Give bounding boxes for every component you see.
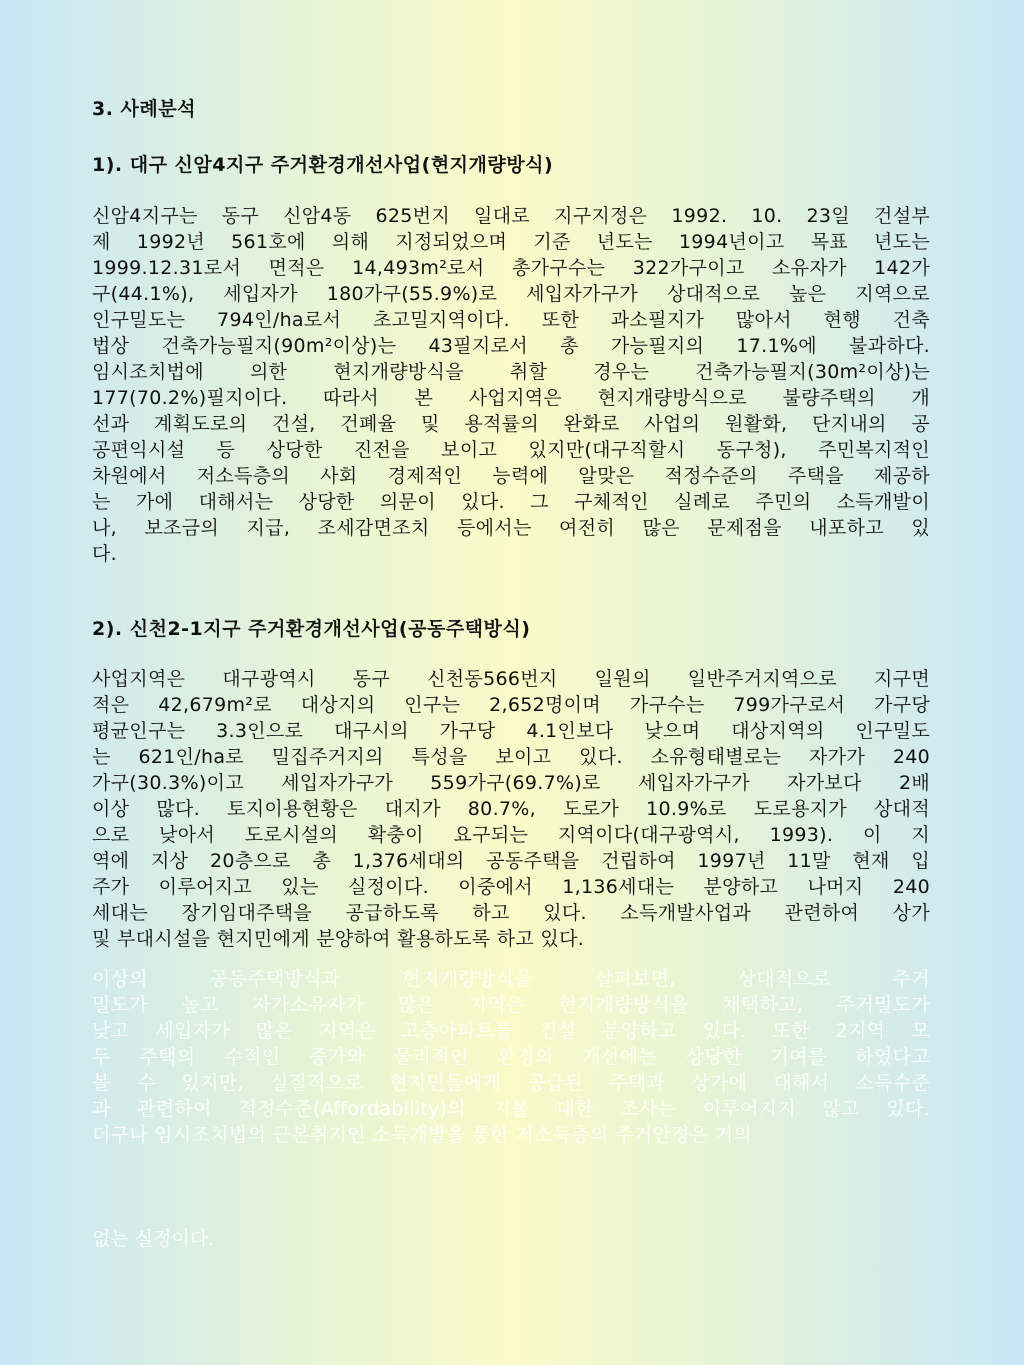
summary-paragraph <box>92 966 930 1148</box>
text-line: 이상의 공동주택방식과 현지개량방식을 살펴보면, 상대적으로 주거 <box>92 968 930 990</box>
text-line: 사업지역은 대구광역시 동구 신천동566번지 일원의 일반주거지역으로 지구면 <box>92 668 930 690</box>
case2-title: 2). 신천2-1지구 주거환경개선사업(공동주택방식) <box>92 618 531 640</box>
case1-paragraph <box>92 203 930 567</box>
text-line: 주가 이루어지고 있는 실정이다. 이중에서 1,136세대는 분양하고 나머지 240 <box>92 876 930 898</box>
text-line: 선과 계획도로의 건설, 건폐율 및 용적률의 완화로 사업의 원활화, 단지내의 공 <box>92 413 930 435</box>
text-line: 1999.12.31로서 면적은 14,493m²로서 총가구수는 322가구이고 소유자가 142가 <box>92 257 930 279</box>
text-line: 볼 수 있지만, 실질적으로 현지민들에게 공급된 주택과 상가에 대해서 소득수준 <box>92 1072 930 1094</box>
text-line: 다. <box>92 543 117 565</box>
text-line: 역에 지상 20층으로 총 1,376세대의 공동주택을 건립하여 1997년 11말 현재 입 <box>92 850 930 872</box>
text-line: 신암4지구는 동구 신암4동 625번지 일대로 지구지정은 1992. 10. 23일 건설부 <box>92 205 930 227</box>
text-line: 더구나 임시조치법의 근본취지인 소득개발을 통한 저소득층의 주거안정은 거의 <box>92 1124 752 1146</box>
text-line: 는 가에 대해서는 상당한 의문이 있다. 그 구체적인 실례로 주민의 소득개발이 <box>92 491 930 513</box>
text-line: 밀도가 높고 자가소유자가 많은 지역은 현지개량방식을 채택하고, 주거밀도가 <box>92 994 930 1016</box>
text-line: 으로 낮아서 도로시설의 확충이 요구되는 지역이다(대구광역시, 1993). 이 지 <box>92 824 930 846</box>
text-line: 공편익시설 등 상당한 진전을 보이고 있지만(대구직할시 동구청), 주민복지적인 <box>92 439 930 461</box>
text-line: 및 부대시설을 현지민에게 분양하여 활용하도록 하고 있다. <box>92 928 585 950</box>
text-line: 세대는 장기임대주택을 공급하도록 하고 있다. 소득개발사업과 관련하여 상가 <box>92 902 930 924</box>
text-line: 이상 많다. 토지이용현황은 대지가 80.7%, 도로가 10.9%로 도로용지가 상대적 <box>92 798 930 820</box>
text-line: 과 관련하여 적정수준(Affordability)의 지불 대한 조사는 이루어지지 않고 있다. <box>92 1098 930 1120</box>
text-line: 가구(30.3%)이고 세입자가구가 559가구(69.7%)로 세입자가구가 자가보다 2배 <box>92 772 930 794</box>
text-line: 제 1992년 561호에 의해 지정되었으며 기준 년도는 1994년이고 목표 년도는 <box>92 231 930 253</box>
section-title: 3. 사례분석 <box>92 98 196 120</box>
text-line: 임시조치법에 의한 현지개량방식을 취할 경우는 건축가능필지(30m²이상)는 <box>92 361 930 383</box>
text-line: 는 621인/ha로 밀집주거지의 특성을 보이고 있다. 소유형태별로는 자가가 240 <box>92 746 930 768</box>
text-line: 두 주택의 수적인 증가와 물리적인 환경의 개선에는 상당한 기여를 하였다고 <box>92 1046 930 1068</box>
text-line: 낮고 세입자가 많은 지역은 고층아파트를 건설 분양하고 있다. 또한 2지역 모 <box>92 1020 930 1042</box>
text-line: 인구밀도는 794인/ha로서 초고밀지역이다. 또한 과소필지가 많아서 현행 건축 <box>92 309 930 331</box>
text-line: 나, 보조금의 지급, 조세감면조치 등에서는 여전히 많은 문제점을 내포하고 있 <box>92 517 930 539</box>
case2-paragraph <box>92 666 930 952</box>
summary-tail: 없는 실정이다. <box>92 1228 215 1250</box>
text-line: 평균인구는 3.3인으로 대구시의 가구당 4.1인보다 낮으며 대상지역의 인구밀도 <box>92 720 930 742</box>
text-line: 차원에서 저소득층의 사회 경제적인 능력에 알맞은 적정수준의 주택을 제공하 <box>92 465 930 487</box>
text-line: 177(70.2%)필지이다. 따라서 본 사업지역은 현지개량방식으로 불량주택의 개 <box>92 387 930 409</box>
text-line: 구(44.1%), 세입자가 180가구(55.9%)로 세입자가구가 상대적으로 높은 지역으로 <box>92 283 930 305</box>
text-line: 적은 42,679m²로 대상지의 인구는 2,652명이며 가구수는 799가구로서 가구당 <box>92 694 930 716</box>
case1-title: 1). 대구 신암4지구 주거환경개선사업(현지개량방식) <box>92 154 554 176</box>
text-line: 법상 건축가능필지(90m²이상)는 43필지로서 총 가능필지의 17.1%에 불과하다. <box>92 335 930 357</box>
